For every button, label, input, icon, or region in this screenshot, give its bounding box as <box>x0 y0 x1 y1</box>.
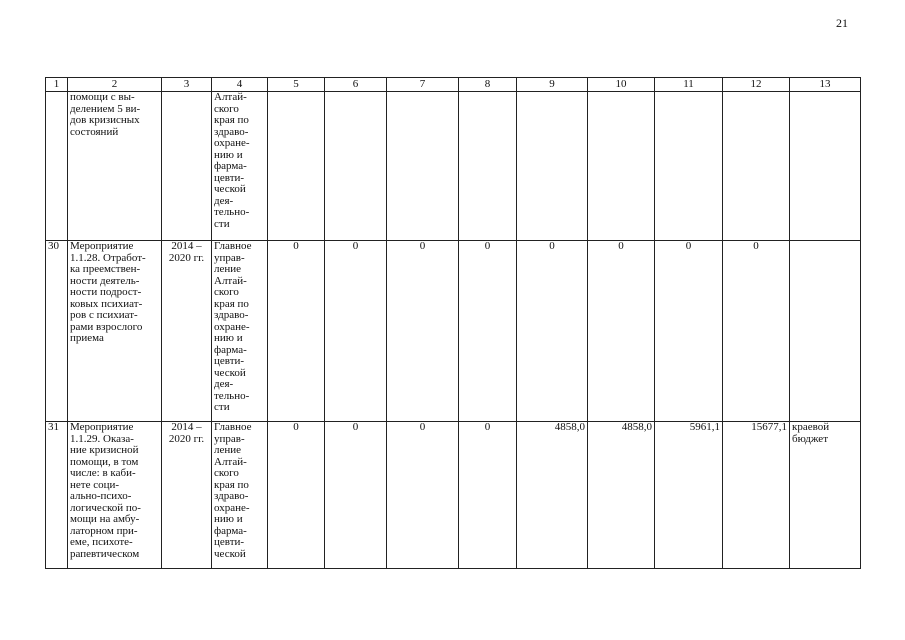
value-col10-cell: 0 <box>588 241 655 422</box>
executor-cell: Главное управ- ление Алтай- ского края по здраво- охране- нию и фарма- цевти- ческой <box>212 422 268 569</box>
value-col9-cell: 4858,0 <box>517 422 588 569</box>
col-header-9: 9 <box>517 78 588 92</box>
col-header-6: 6 <box>325 78 387 92</box>
col-header-4: 4 <box>212 78 268 92</box>
value-col10-cell: 4858,0 <box>588 422 655 569</box>
value-cell <box>459 92 517 241</box>
period-cell: 2014 – 2020 гг. <box>162 241 212 422</box>
value-cell <box>655 92 723 241</box>
col-header-8: 8 <box>459 78 517 92</box>
page-number: 21 <box>836 16 848 30</box>
funding-source-cell: краевой бюджет <box>790 422 861 569</box>
value-col5-cell: 0 <box>268 241 325 422</box>
executor-cell: Главное управ- ление Алтай- ского края по здраво- охране- нию и фарма- цевти- ческой дея- тельно- сти <box>212 241 268 422</box>
col-header-5: 5 <box>268 78 325 92</box>
row-number-cell: 31 <box>46 422 68 569</box>
value-col6-cell: 0 <box>325 241 387 422</box>
value-cell <box>517 92 588 241</box>
col-header-7: 7 <box>387 78 459 92</box>
value-cell <box>268 92 325 241</box>
col-header-1: 1 <box>46 78 68 92</box>
col-header-10: 10 <box>588 78 655 92</box>
value-cell <box>387 92 459 241</box>
value-cell <box>588 92 655 241</box>
period-cell <box>162 92 212 241</box>
value-col8-cell: 0 <box>459 422 517 569</box>
row-number-cell: 30 <box>46 241 68 422</box>
value-col5-cell: 0 <box>268 422 325 569</box>
col-header-12: 12 <box>723 78 790 92</box>
measure-name-cell: помощи с вы- делением 5 ви- дов кризисных состояний <box>68 92 162 241</box>
col-header-13: 13 <box>790 78 861 92</box>
funding-source-cell <box>790 92 861 241</box>
table-row-continued <box>46 92 861 241</box>
value-col11-cell: 0 <box>655 241 723 422</box>
measure-name-cell: Мероприятие 1.1.28. Отработ- ка преемствен- ности деятель- ности подрост- ковых психиат- ров с психиат- рами взрослого приема <box>68 241 162 422</box>
value-cell <box>325 92 387 241</box>
value-col8-cell: 0 <box>459 241 517 422</box>
value-col7-cell: 0 <box>387 241 459 422</box>
col-header-3: 3 <box>162 78 212 92</box>
table-row-31 <box>46 422 861 569</box>
measure-name-cell: Мероприятие 1.1.29. Оказа- ние кризисной помощи, в том числе: в каби- нете соци- ально-психо- логической по- мощи на амбу- латорном при- еме, психоте- рапевтическом <box>68 422 162 569</box>
value-col7-cell: 0 <box>387 422 459 569</box>
value-col12-cell: 15677,1 <box>723 422 790 569</box>
period-cell: 2014 – 2020 гг. <box>162 422 212 569</box>
value-col6-cell: 0 <box>325 422 387 569</box>
value-col12-cell: 0 <box>723 241 790 422</box>
col-header-11: 11 <box>655 78 723 92</box>
funding-source-cell <box>790 241 861 422</box>
row-number-cell <box>46 92 68 241</box>
column-numbers-row <box>46 78 861 92</box>
col-header-2: 2 <box>68 78 162 92</box>
value-col9-cell: 0 <box>517 241 588 422</box>
value-col11-cell: 5961,1 <box>655 422 723 569</box>
table-row-30 <box>46 241 861 422</box>
program-measures-table <box>45 77 861 569</box>
value-cell <box>723 92 790 241</box>
executor-cell: Алтай- ского края по здраво- охране- нию и фарма- цевти- ческой дея- тельно- сти <box>212 92 268 241</box>
